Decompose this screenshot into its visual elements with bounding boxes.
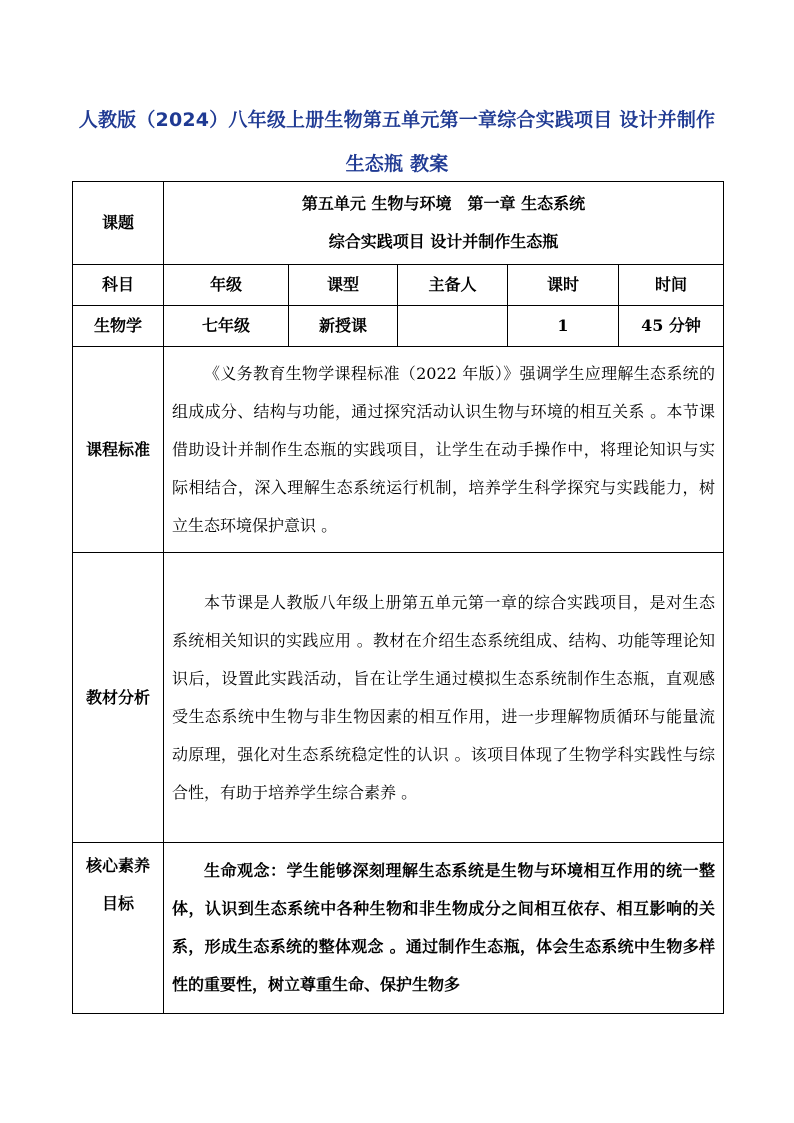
value-time: 45 分钟 xyxy=(619,306,724,347)
core-row xyxy=(73,843,724,1014)
analysis-label: 教材分析 xyxy=(73,553,164,843)
value-type: 新授课 xyxy=(289,306,398,347)
core-text: 生命观念：学生能够深刻理解生态系统是生物与环境相互作用的统一整体，认识到生态系统中各种生物和非生物成分之间相互依存、相互影响的关系，形成生态系统的整体观念 。通过制作生态瓶，体会生态系统中生物多样性的重要性，树立尊重生命、保护生物多 xyxy=(164,843,724,1014)
header-time: 时间 xyxy=(619,265,724,306)
standard-text: 《义务教育生物学课程标准（2022 年版）》强调学生应理解生态系统的组成成分、结构与功能，通过探究活动认识生物与环境的相互关系 。本节课借助设计并制作生态瓶的实践项目，让学生在动手操作中，将理论知识与实际相结合，深入理解生态系统运行机制，培养学生科学探究与实践能力，树立生态环境保护意识 。 xyxy=(164,347,724,553)
lesson-line-2: 综合实践项目 设计并制作生态瓶 xyxy=(328,232,559,251)
header-grade: 年级 xyxy=(164,265,289,306)
header-preparer: 主备人 xyxy=(398,265,508,306)
header-type: 课型 xyxy=(289,265,398,306)
value-subject: 生物学 xyxy=(73,306,164,347)
standard-label: 课程标准 xyxy=(73,347,164,553)
header-subject: 科目 xyxy=(73,265,164,306)
value-preparer xyxy=(398,306,508,347)
analysis-text: 本节课是人教版八年级上册第五单元第一章的综合实践项目，是对生态系统相关知识的实践应用 。教材在介绍生态系统组成、结构、功能等理论知识后，设置此实践活动，旨在让学生通过模拟生态系统制作生态瓶，直观感受生态系统中生物与非生物因素的相互作用，进一步理解物质循环与能量流动原理，强化对生态系统稳定性的认识 。该项目体现了生物学科实践性与综合性，有助于培养学生综合素养 。 xyxy=(164,553,724,843)
core-label-line-1: 核心素养 xyxy=(85,856,150,875)
value-periods: 1 xyxy=(508,306,619,347)
analysis-row xyxy=(73,553,724,843)
core-label-line-2: 目标 xyxy=(101,894,134,913)
header-periods: 课时 xyxy=(508,265,619,306)
lesson-row xyxy=(73,182,724,265)
standard-row xyxy=(73,347,724,553)
lesson-label: 课题 xyxy=(73,182,164,265)
core-label xyxy=(73,843,164,1014)
lesson-line-1: 第五单元 生物与环境 第一章 生态系统 xyxy=(301,194,586,213)
value-grade: 七年级 xyxy=(164,306,289,347)
header-row xyxy=(73,265,724,306)
document-title: 人教版（2024）八年级上册生物第五单元第一章综合实践项目 设计并制作生态瓶 教案 xyxy=(78,109,716,175)
value-row xyxy=(73,306,724,347)
lesson-value xyxy=(164,182,724,265)
lesson-plan-table xyxy=(72,181,724,1014)
